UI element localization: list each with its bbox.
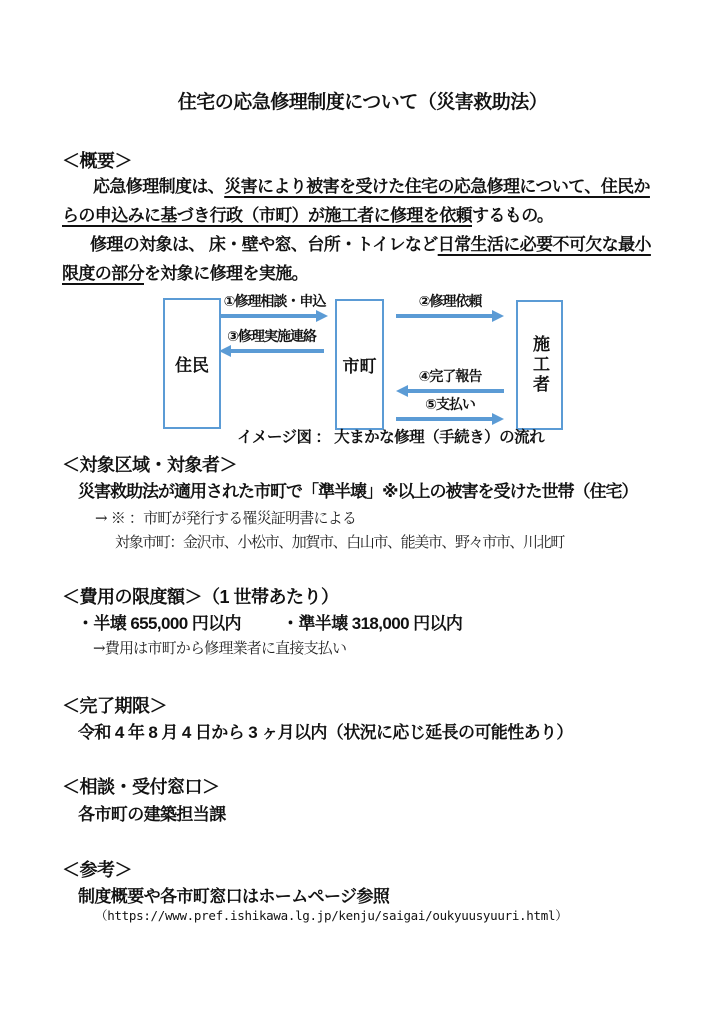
section-heading-deadline: ＜完了期限＞ <box>62 696 167 716</box>
right-arrow-icon <box>221 310 328 322</box>
diagram-arrow-completion-report <box>396 369 504 397</box>
reference-url-link[interactable]: （https://www.pref.ishikawa.lg.jp/kenju/saigai/oukyuusyuuri.html） <box>95 908 568 923</box>
overview-underlined-text: 災害により被害を受けた住宅の応急修理について、住民か <box>224 177 650 196</box>
right-arrow-icon <box>396 413 504 425</box>
page-title: 住宅の応急修理制度について（災害救助法） <box>177 92 548 113</box>
section-heading-cost: ＜費用の限度額＞（1 世帯あたり） <box>62 587 339 607</box>
diagram-box-label: 市町 <box>342 357 377 376</box>
diagram-arrow-payment <box>396 397 504 425</box>
target-municipalities: 対象市町：金沢市、小松市、加賀市、白山市、能美市、野々市市、川北町 <box>115 533 564 551</box>
diagram-box-residents <box>163 298 221 429</box>
overview-underlined-text: 限度の部分 <box>62 264 144 283</box>
overview-text: 応急修理制度は、 <box>93 177 225 196</box>
overview-line-2 <box>62 201 553 226</box>
diagram-arrow-repair-notice <box>219 329 324 357</box>
section-heading-target: ＜対象区域・対象者＞ <box>62 455 237 475</box>
overview-text: するもの。 <box>472 206 554 225</box>
cost-note: →費用は市町から修理業者に直接支払い <box>93 639 347 657</box>
reference-body: 制度概要や各市町窓口はホームページ参照 <box>78 887 390 906</box>
arrow-label: ⑤支払い <box>425 396 475 412</box>
overview-underlined-text: 日常生活に必要不可欠な最小 <box>437 235 651 254</box>
section-heading-contact: ＜相談・受付窓口＞ <box>62 777 220 797</box>
overview-line-3 <box>90 230 651 255</box>
right-arrow-icon <box>396 310 504 322</box>
overview-line-4 <box>62 259 308 284</box>
contact-body: 各市町の建築担当課 <box>78 805 226 824</box>
deadline-body: 令和 4 年 8 月 4 日から 3 ヶ月以内（状況に応じ延長の可能性あり） <box>78 723 573 742</box>
arrow-label: ③修理実施連絡 <box>227 328 316 344</box>
diagram-box-municipality <box>335 299 384 430</box>
diagram-arrow-repair-order <box>396 294 504 322</box>
cost-item-semi-half-destroyed: ・準半壊 318,000 円以内 <box>282 614 463 633</box>
section-heading-overview: ＜概要＞ <box>62 151 132 171</box>
target-line: 災害救助法が適用された市町で「準半壊」※以上の被害を受けた世帯（住宅） <box>78 482 638 501</box>
overview-text: を対象に修理を実施。 <box>144 264 308 283</box>
section-heading-reference: ＜参考＞ <box>62 860 132 880</box>
diagram-caption: イメージ図 ： 大まかな修理（手続き）の流れ <box>237 429 545 446</box>
diagram-box-label: 施工者 <box>530 335 549 395</box>
diagram-box-label: 住民 <box>175 356 209 375</box>
diagram-arrow-repair-request <box>221 294 328 322</box>
left-arrow-icon <box>219 345 324 357</box>
overview-underlined-text: らの申込みに基づき行政（市町）が施工者に修理を依頼 <box>62 206 472 225</box>
arrow-label: ②修理依頼 <box>418 293 482 309</box>
target-note: → ※ ：市町が発行する罹災証明書による <box>95 509 357 527</box>
diagram-box-contractor <box>516 300 563 430</box>
overview-line-1 <box>93 172 650 197</box>
arrow-label: ①修理相談・申込 <box>223 293 326 309</box>
overview-text: 修理の対象は、 床・壁や窓、台所・トイレなど <box>90 235 438 254</box>
arrow-label: ④完了報告 <box>418 368 482 384</box>
cost-item-half-destroyed: ・半壊 655,000 円以内 <box>77 614 241 633</box>
